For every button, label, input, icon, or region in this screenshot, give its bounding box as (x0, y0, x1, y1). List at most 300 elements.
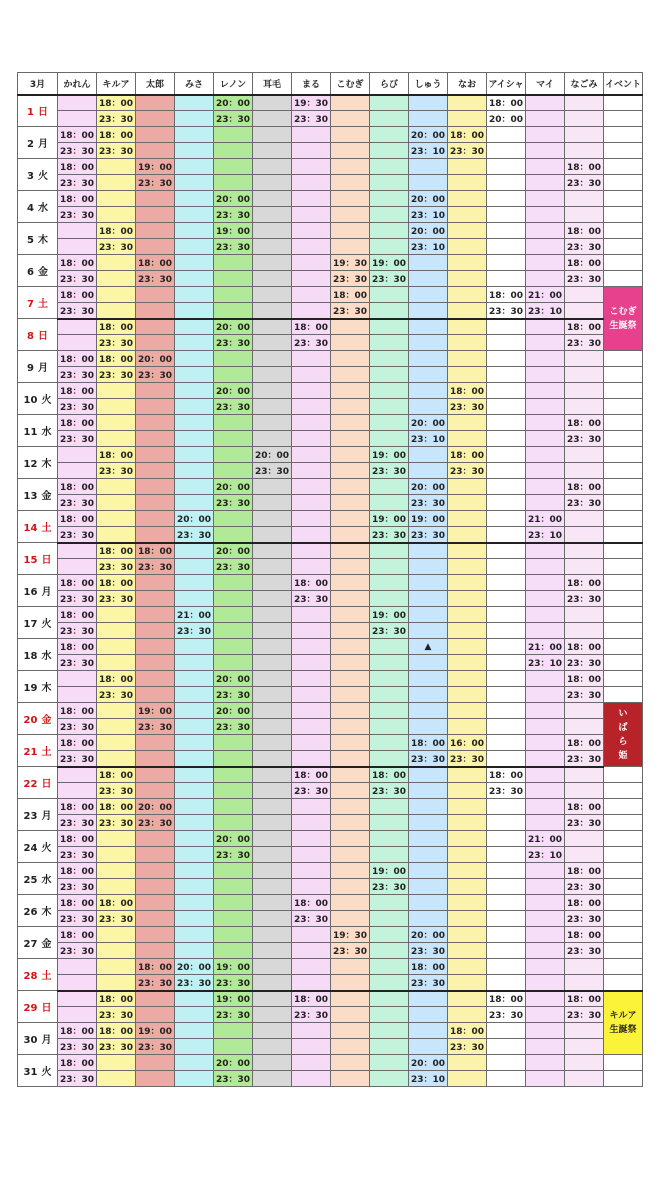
shift-cell (370, 975, 409, 991)
shift-cell (409, 895, 448, 911)
shift-cell (370, 639, 409, 655)
shift-cell (487, 1023, 526, 1039)
shift-cell (214, 287, 253, 303)
event-text: い (618, 708, 628, 719)
shift-cell (97, 1055, 136, 1071)
shift-cell (175, 271, 214, 287)
shift-cell (97, 399, 136, 415)
shift-cell (253, 271, 292, 287)
shift-cell (331, 591, 370, 607)
shift-start: 18：00 (97, 895, 136, 911)
event-cell (604, 975, 643, 991)
shift-cell (409, 559, 448, 575)
shift-end: 23：30 (565, 751, 604, 767)
shift-start: 19：30 (331, 927, 370, 943)
shift-cell (448, 591, 487, 607)
shift-cell (292, 863, 331, 879)
shift-start: 18：00 (565, 799, 604, 815)
shift-cell (253, 671, 292, 687)
shift-cell (370, 911, 409, 927)
shift-cell (448, 959, 487, 975)
shift-start: 18：00 (58, 127, 97, 143)
shift-end: 23：30 (253, 463, 292, 479)
shift-end: 23：30 (175, 527, 214, 543)
day-label (18, 767, 58, 799)
shift-cell (253, 191, 292, 207)
shift-cell (292, 639, 331, 655)
shift-cell (448, 239, 487, 255)
shift-cell (370, 351, 409, 367)
member-header: こむぎ (331, 73, 370, 95)
shift-cell (292, 1023, 331, 1039)
shift-cell (448, 783, 487, 799)
shift-cell (97, 719, 136, 735)
shift-end: 23：30 (565, 911, 604, 927)
shift-start: 18：00 (292, 319, 331, 335)
shift-cell (214, 431, 253, 447)
shift-cell (175, 655, 214, 671)
shift-cell (487, 879, 526, 895)
shift-cell (331, 319, 370, 335)
shift-cell (292, 239, 331, 255)
event-cell (604, 687, 643, 703)
shift-cell (136, 623, 175, 639)
shift-cell (97, 879, 136, 895)
shift-cell (409, 767, 448, 783)
shift-cell (487, 831, 526, 847)
shift-cell (214, 415, 253, 431)
shift-cell (253, 159, 292, 175)
shift-cell (526, 1071, 565, 1087)
shift-cell (175, 1071, 214, 1087)
shift-end: 23：30 (448, 463, 487, 479)
event-cell (604, 351, 643, 367)
shift-cell (565, 287, 604, 303)
shift-cell (292, 479, 331, 495)
shift-start: 18：00 (487, 767, 526, 783)
shift-cell (487, 159, 526, 175)
shift-cell (487, 463, 526, 479)
shift-cell (175, 335, 214, 351)
day-row (18, 863, 643, 879)
shift-cell (214, 463, 253, 479)
shift-start: 18：00 (448, 383, 487, 399)
shift-cell (253, 943, 292, 959)
shift-cell (565, 831, 604, 847)
shift-end: 23：30 (292, 783, 331, 799)
shift-cell (253, 527, 292, 543)
shift-cell (136, 127, 175, 143)
shift-cell (175, 895, 214, 911)
shift-cell (58, 559, 97, 575)
shift-cell (97, 607, 136, 623)
shift-cell (136, 303, 175, 319)
shift-start: 21：00 (526, 639, 565, 655)
shift-cell (331, 607, 370, 623)
shift-cell (526, 607, 565, 623)
shift-start: 18：00 (487, 95, 526, 111)
day-row-end (18, 687, 643, 703)
day-number: 31 (23, 1067, 38, 1078)
day-label (18, 223, 58, 255)
shift-start: 16：00 (448, 735, 487, 751)
day-number: 3 (27, 171, 34, 182)
shift-cell (370, 287, 409, 303)
day-row-end (18, 527, 643, 543)
shift-cell (370, 383, 409, 399)
event-cell (604, 111, 643, 127)
shift-cell (292, 623, 331, 639)
event-cell (604, 543, 643, 559)
shift-cell (331, 95, 370, 111)
shift-cell (58, 95, 97, 111)
shift-cell (526, 1039, 565, 1055)
shift-cell (331, 1039, 370, 1055)
shift-start: 18：00 (97, 95, 136, 111)
shift-cell (214, 767, 253, 783)
shift-cell (487, 447, 526, 463)
shift-start: 21：00 (175, 607, 214, 623)
shift-cell (370, 95, 409, 111)
shift-start: 18：00 (58, 607, 97, 623)
shift-cell (448, 927, 487, 943)
shift-start: 18：00 (565, 991, 604, 1007)
shift-cell (331, 191, 370, 207)
day-label (18, 351, 58, 383)
shift-start: 19：00 (370, 447, 409, 463)
shift-cell (253, 799, 292, 815)
shift-cell (292, 927, 331, 943)
weekday: 月 (41, 1035, 52, 1046)
weekday: 月 (37, 139, 48, 150)
shift-cell (253, 111, 292, 127)
day-row (18, 127, 643, 143)
shift-cell (292, 799, 331, 815)
shift-end: 23：30 (136, 1039, 175, 1055)
shift-cell (136, 879, 175, 895)
shift-cell (136, 511, 175, 527)
shift-cell (448, 511, 487, 527)
shift-cell (214, 751, 253, 767)
shift-cell (175, 783, 214, 799)
shift-cell (331, 543, 370, 559)
event-cell (604, 607, 643, 623)
shift-cell (97, 159, 136, 175)
shift-start: 18：00 (58, 1055, 97, 1071)
shift-cell (292, 367, 331, 383)
shift-cell (253, 783, 292, 799)
day-row-end (18, 943, 643, 959)
shift-cell (97, 207, 136, 223)
shift-end: 23：30 (565, 271, 604, 287)
weekday: 水 (41, 875, 52, 886)
shift-cell (175, 1023, 214, 1039)
shift-cell (565, 719, 604, 735)
shift-cell (136, 591, 175, 607)
shift-cell (214, 607, 253, 623)
shift-cell (331, 367, 370, 383)
shift-cell (58, 319, 97, 335)
weekday: 木 (41, 459, 52, 470)
day-number: 19 (23, 683, 38, 694)
shift-cell (409, 319, 448, 335)
shift-cell (292, 415, 331, 431)
shift-start: 18：00 (565, 479, 604, 495)
shift-cell (487, 943, 526, 959)
shift-cell (253, 959, 292, 975)
day-number: 1 (27, 107, 34, 119)
shift-cell (331, 751, 370, 767)
shift-cell (97, 735, 136, 751)
shift-cell (253, 95, 292, 111)
shift-end: 23：30 (214, 1071, 253, 1087)
member-header: しゅう (409, 73, 448, 95)
shift-cell (214, 943, 253, 959)
shift-cell (409, 175, 448, 191)
day-row (18, 1055, 643, 1071)
shift-cell (136, 399, 175, 415)
event-cell (604, 95, 643, 111)
shift-start: 20：00 (214, 543, 253, 559)
day-row (18, 223, 643, 239)
day-label (18, 319, 58, 351)
shift-start: 19：00 (136, 703, 175, 719)
shift-cell (214, 271, 253, 287)
shift-cell (175, 863, 214, 879)
day-number: 10 (23, 395, 38, 406)
shift-cell (565, 543, 604, 559)
shift-cell (97, 255, 136, 271)
shift-cell (565, 623, 604, 639)
day-label (18, 895, 58, 927)
shift-end: 23：30 (136, 975, 175, 991)
shift-cell (526, 223, 565, 239)
shift-cell (175, 111, 214, 127)
shift-cell (448, 255, 487, 271)
shift-end: 23：30 (214, 111, 253, 127)
weekday: 日 (41, 555, 52, 566)
shift-cell (370, 239, 409, 255)
shift-end: 23：30 (97, 143, 136, 159)
shift-cell (409, 783, 448, 799)
shift-cell (97, 1071, 136, 1087)
shift-start: 18：00 (487, 287, 526, 303)
weekday: 水 (41, 427, 52, 438)
shift-start: 18：00 (97, 1023, 136, 1039)
shift-start: 18：00 (136, 959, 175, 975)
shift-cell (136, 287, 175, 303)
day-label (18, 127, 58, 159)
shift-cell (565, 303, 604, 319)
shift-cell (370, 943, 409, 959)
shift-cell (526, 271, 565, 287)
shift-cell (214, 367, 253, 383)
shift-cell (136, 143, 175, 159)
shift-cell (370, 799, 409, 815)
shift-cell (487, 479, 526, 495)
shift-start: 18：00 (97, 799, 136, 815)
shift-end: 23：30 (565, 943, 604, 959)
member-header: イベント (604, 73, 643, 95)
event-badge (604, 703, 643, 767)
shift-end: 23：30 (58, 527, 97, 543)
shift-cell (448, 639, 487, 655)
shift-end: 23：30 (409, 943, 448, 959)
shift-cell (565, 559, 604, 575)
day-row-end (18, 335, 643, 351)
shift-cell (214, 895, 253, 911)
shift-cell (292, 847, 331, 863)
shift-cell (370, 575, 409, 591)
day-row (18, 767, 643, 783)
shift-cell (370, 191, 409, 207)
shift-start: 18：00 (136, 543, 175, 559)
shift-cell (214, 735, 253, 751)
shift-cell (409, 687, 448, 703)
shift-start: 19：00 (214, 991, 253, 1007)
shift-cell (214, 1039, 253, 1055)
shift-cell (175, 127, 214, 143)
event-cell (604, 223, 643, 239)
shift-end: 23：10 (526, 527, 565, 543)
shift-cell (487, 895, 526, 911)
shift-cell (448, 1055, 487, 1071)
shift-cell (448, 671, 487, 687)
shift-cell (97, 495, 136, 511)
day-row-end (18, 207, 643, 223)
shift-cell (58, 1007, 97, 1023)
shift-cell (448, 175, 487, 191)
shift-end: 23：30 (214, 399, 253, 415)
weekday: 水 (37, 203, 48, 214)
shift-start: 18：00 (565, 159, 604, 175)
shift-start: 18：00 (565, 415, 604, 431)
shift-cell (292, 655, 331, 671)
shift-cell (370, 703, 409, 719)
shift-cell (487, 671, 526, 687)
day-row (18, 671, 643, 687)
shift-cell (214, 351, 253, 367)
day-label (18, 255, 58, 287)
shift-cell (214, 527, 253, 543)
event-cell (604, 207, 643, 223)
day-row (18, 255, 643, 271)
shift-end: 23：30 (97, 783, 136, 799)
event-cell (604, 415, 643, 431)
shift-start: 18：00 (58, 927, 97, 943)
shift-start: 18：00 (58, 831, 97, 847)
shift-cell (370, 303, 409, 319)
shift-cell (526, 1023, 565, 1039)
day-label (18, 927, 58, 959)
shift-cell (448, 623, 487, 639)
shift-cell (487, 239, 526, 255)
shift-cell (487, 815, 526, 831)
shift-end: 23：30 (58, 431, 97, 447)
shift-cell (487, 431, 526, 447)
event-cell (604, 863, 643, 879)
shift-cell (331, 623, 370, 639)
shift-cell (175, 1039, 214, 1055)
shift-end: 23：30 (136, 367, 175, 383)
shift-cell (214, 815, 253, 831)
shift-end: 23：30 (487, 783, 526, 799)
day-row (18, 1023, 643, 1039)
shift-cell (331, 1055, 370, 1071)
shift-cell (175, 303, 214, 319)
shift-cell (292, 463, 331, 479)
shift-end: 23：30 (409, 751, 448, 767)
shift-cell (136, 735, 175, 751)
shift-cell (526, 175, 565, 191)
weekday: 水 (41, 651, 52, 662)
shift-cell (370, 1055, 409, 1071)
shift-end: 23：30 (565, 431, 604, 447)
shift-cell (370, 159, 409, 175)
shift-end: 23：30 (448, 1039, 487, 1055)
shift-cell (175, 831, 214, 847)
shift-cell (292, 687, 331, 703)
weekday: 土 (41, 747, 52, 758)
shift-cell (370, 223, 409, 239)
shift-end: 23：30 (136, 815, 175, 831)
shift-cell (565, 367, 604, 383)
day-number: 30 (23, 1035, 38, 1046)
shift-cell (136, 447, 175, 463)
event-text: キルア (609, 1010, 637, 1021)
shift-cell (526, 463, 565, 479)
shift-cell (136, 191, 175, 207)
day-row (18, 383, 643, 399)
shift-cell (409, 623, 448, 639)
shift-cell (526, 911, 565, 927)
shift-cell (292, 447, 331, 463)
day-row-end (18, 303, 643, 319)
shift-cell (136, 943, 175, 959)
member-header: らび (370, 73, 409, 95)
shift-cell (565, 1055, 604, 1071)
shift-start: 19：30 (292, 95, 331, 111)
shift-cell (487, 847, 526, 863)
shift-start: 18：00 (58, 639, 97, 655)
shift-cell (175, 207, 214, 223)
shift-cell (331, 143, 370, 159)
shift-cell (331, 799, 370, 815)
shift-cell (409, 591, 448, 607)
shift-cell (253, 1007, 292, 1023)
day-row-end (18, 239, 643, 255)
day-label (18, 863, 58, 895)
shift-start: 19：00 (370, 863, 409, 879)
shift-cell (58, 783, 97, 799)
shift-start: 20：00 (409, 1055, 448, 1071)
shift-cell (370, 495, 409, 511)
day-row (18, 287, 643, 303)
shift-cell (331, 463, 370, 479)
shift-start: 18：00 (448, 127, 487, 143)
shift-end: 23：30 (214, 719, 253, 735)
shift-cell (526, 543, 565, 559)
shift-cell (331, 207, 370, 223)
shift-cell (175, 1007, 214, 1023)
shift-cell (175, 847, 214, 863)
shift-cell (136, 335, 175, 351)
day-row (18, 319, 643, 335)
shift-end: 23：30 (409, 495, 448, 511)
shift-cell (331, 239, 370, 255)
shift-cell (526, 895, 565, 911)
day-row-end (18, 783, 643, 799)
